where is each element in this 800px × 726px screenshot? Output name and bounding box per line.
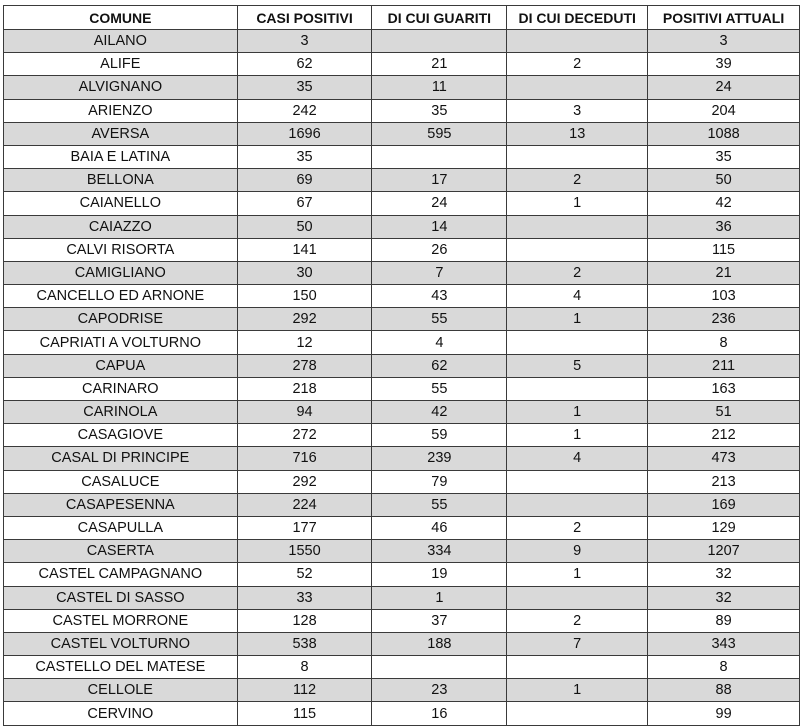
cell-casi-positivi: 242 [237,99,372,122]
cell-casi-positivi: 62 [237,53,372,76]
header-deceduti: DI CUI DECEDUTI [507,6,648,30]
cell-comune: ARIENZO [4,99,238,122]
header-row [4,6,800,30]
cell-guariti: 19 [372,563,507,586]
cell-positivi-attuali: 103 [648,285,800,308]
cell-positivi-attuali: 1088 [648,122,800,145]
cell-deceduti [507,377,648,400]
table-row [4,261,800,284]
cell-deceduti [507,586,648,609]
cell-guariti: 11 [372,76,507,99]
cell-comune: CANCELLO ED ARNONE [4,285,238,308]
cell-comune: CASTELLO DEL MATESE [4,656,238,679]
cell-casi-positivi: 716 [237,447,372,470]
cell-positivi-attuali: 129 [648,516,800,539]
cell-positivi-attuali: 115 [648,238,800,261]
table-row [4,563,800,586]
cell-casi-positivi: 292 [237,470,372,493]
cell-casi-positivi: 12 [237,331,372,354]
cell-comune: CASERTA [4,540,238,563]
cell-deceduti: 1 [507,192,648,215]
cell-casi-positivi: 141 [237,238,372,261]
cell-positivi-attuali: 99 [648,702,800,725]
cell-positivi-attuali: 39 [648,53,800,76]
cell-deceduti: 2 [507,169,648,192]
cell-deceduti [507,215,648,238]
table-row [4,516,800,539]
cell-guariti: 43 [372,285,507,308]
cell-comune: CAPUA [4,354,238,377]
cell-deceduti: 1 [507,679,648,702]
table-row [4,76,800,99]
cell-comune: BAIA E LATINA [4,145,238,168]
table-row [4,656,800,679]
table-row [4,470,800,493]
cell-casi-positivi: 177 [237,516,372,539]
cell-casi-positivi: 94 [237,401,372,424]
table-row [4,122,800,145]
cell-guariti: 55 [372,493,507,516]
cell-positivi-attuali: 24 [648,76,800,99]
table-row [4,493,800,516]
cell-deceduti: 13 [507,122,648,145]
cell-guariti: 24 [372,192,507,215]
table-row [4,238,800,261]
cell-comune: CASTEL DI SASSO [4,586,238,609]
cell-comune: CASAL DI PRINCIPE [4,447,238,470]
table-row [4,401,800,424]
cell-positivi-attuali: 204 [648,99,800,122]
cell-casi-positivi: 30 [237,261,372,284]
cell-deceduti: 1 [507,424,648,447]
cell-deceduti [507,30,648,53]
cell-casi-positivi: 538 [237,632,372,655]
cell-positivi-attuali: 473 [648,447,800,470]
table-row [4,424,800,447]
cell-comune: BELLONA [4,169,238,192]
cell-comune: CASTEL MORRONE [4,609,238,632]
cell-casi-positivi: 128 [237,609,372,632]
cell-guariti: 21 [372,53,507,76]
cell-comune: CASTEL VOLTURNO [4,632,238,655]
cell-comune: CASTEL CAMPAGNANO [4,563,238,586]
cell-guariti: 26 [372,238,507,261]
cell-casi-positivi: 35 [237,145,372,168]
cell-positivi-attuali: 42 [648,192,800,215]
header-comune: COMUNE [4,6,238,30]
cell-casi-positivi: 292 [237,308,372,331]
cell-comune: CASALUCE [4,470,238,493]
cell-positivi-attuali: 32 [648,586,800,609]
cell-deceduti [507,470,648,493]
cell-deceduti [507,493,648,516]
table-row [4,53,800,76]
cell-deceduti: 4 [507,285,648,308]
cell-deceduti [507,76,648,99]
cell-guariti: 46 [372,516,507,539]
cell-casi-positivi: 218 [237,377,372,400]
cell-positivi-attuali: 51 [648,401,800,424]
cell-comune: CARINOLA [4,401,238,424]
cell-casi-positivi: 50 [237,215,372,238]
header-casi-positivi: CASI POSITIVI [237,6,372,30]
cell-comune: CASAGIOVE [4,424,238,447]
cell-casi-positivi: 35 [237,76,372,99]
table-row [4,377,800,400]
header-positivi-attuali: POSITIVI ATTUALI [648,6,800,30]
cell-deceduti [507,238,648,261]
cell-comune: CELLOLE [4,679,238,702]
table-row [4,632,800,655]
cell-guariti: 79 [372,470,507,493]
cell-casi-positivi: 69 [237,169,372,192]
cell-casi-positivi: 278 [237,354,372,377]
cell-comune: CAPODRISE [4,308,238,331]
cell-positivi-attuali: 169 [648,493,800,516]
cell-positivi-attuali: 3 [648,30,800,53]
cell-positivi-attuali: 211 [648,354,800,377]
cell-deceduti [507,331,648,354]
cell-comune: CAIANELLO [4,192,238,215]
covid-cases-sheet [3,5,800,726]
cell-casi-positivi: 1550 [237,540,372,563]
cell-guariti [372,30,507,53]
cell-casi-positivi: 272 [237,424,372,447]
cell-positivi-attuali: 36 [648,215,800,238]
cell-guariti: 35 [372,99,507,122]
cell-casi-positivi: 8 [237,656,372,679]
table-row [4,308,800,331]
cell-guariti: 42 [372,401,507,424]
cell-deceduti [507,145,648,168]
cell-deceduti [507,702,648,725]
cell-comune: ALVIGNANO [4,76,238,99]
cell-casi-positivi: 33 [237,586,372,609]
cell-deceduti: 3 [507,99,648,122]
table-row [4,447,800,470]
cell-guariti: 62 [372,354,507,377]
cell-deceduti: 9 [507,540,648,563]
table-row [4,169,800,192]
cell-positivi-attuali: 163 [648,377,800,400]
cell-positivi-attuali: 213 [648,470,800,493]
cell-positivi-attuali: 8 [648,331,800,354]
cell-positivi-attuali: 32 [648,563,800,586]
table-row [4,331,800,354]
cell-positivi-attuali: 236 [648,308,800,331]
cell-casi-positivi: 1696 [237,122,372,145]
cell-deceduti [507,656,648,679]
cell-positivi-attuali: 212 [648,424,800,447]
cell-comune: CASAPULLA [4,516,238,539]
cell-guariti: 1 [372,586,507,609]
cell-comune: CAMIGLIANO [4,261,238,284]
cell-positivi-attuali: 89 [648,609,800,632]
table-row [4,609,800,632]
table-row [4,540,800,563]
cell-guariti: 4 [372,331,507,354]
cell-comune: AVERSA [4,122,238,145]
cell-casi-positivi: 115 [237,702,372,725]
cell-deceduti: 2 [507,261,648,284]
cell-guariti: 55 [372,377,507,400]
cell-comune: CASAPESENNA [4,493,238,516]
cell-deceduti: 1 [507,563,648,586]
cell-positivi-attuali: 8 [648,656,800,679]
table-row [4,145,800,168]
cases-table [3,5,800,726]
cell-guariti: 188 [372,632,507,655]
table-body [4,30,800,726]
table-row [4,354,800,377]
cell-positivi-attuali: 50 [648,169,800,192]
cell-guariti: 17 [372,169,507,192]
cell-guariti: 239 [372,447,507,470]
cell-guariti [372,656,507,679]
cell-guariti: 334 [372,540,507,563]
cell-casi-positivi: 52 [237,563,372,586]
cell-comune: CARINARO [4,377,238,400]
table-row [4,702,800,725]
cell-casi-positivi: 150 [237,285,372,308]
cell-casi-positivi: 67 [237,192,372,215]
table-row [4,30,800,53]
cell-deceduti: 2 [507,609,648,632]
table-row [4,586,800,609]
cell-comune: CERVINO [4,702,238,725]
cell-deceduti: 1 [507,308,648,331]
cell-guariti: 23 [372,679,507,702]
cell-guariti: 595 [372,122,507,145]
cell-casi-positivi: 224 [237,493,372,516]
table-row [4,285,800,308]
cell-comune: ALIFE [4,53,238,76]
cell-comune: CAIAZZO [4,215,238,238]
cell-deceduti: 4 [507,447,648,470]
cell-positivi-attuali: 1207 [648,540,800,563]
table-row [4,215,800,238]
cell-deceduti: 2 [507,516,648,539]
cell-deceduti: 5 [507,354,648,377]
cell-casi-positivi: 3 [237,30,372,53]
cell-guariti: 7 [372,261,507,284]
cell-guariti: 16 [372,702,507,725]
cell-positivi-attuali: 343 [648,632,800,655]
cell-guariti: 14 [372,215,507,238]
cell-comune: CALVI RISORTA [4,238,238,261]
table-row [4,192,800,215]
cell-deceduti: 2 [507,53,648,76]
table-row [4,679,800,702]
cell-positivi-attuali: 88 [648,679,800,702]
cell-positivi-attuali: 35 [648,145,800,168]
table-row [4,99,800,122]
cell-comune: AILANO [4,30,238,53]
cell-positivi-attuali: 21 [648,261,800,284]
cell-guariti: 37 [372,609,507,632]
cell-casi-positivi: 112 [237,679,372,702]
cell-deceduti: 1 [507,401,648,424]
cell-deceduti: 7 [507,632,648,655]
cell-guariti [372,145,507,168]
cell-guariti: 59 [372,424,507,447]
cell-comune: CAPRIATI A VOLTURNO [4,331,238,354]
cell-guariti: 55 [372,308,507,331]
header-guariti: DI CUI GUARITI [372,6,507,30]
